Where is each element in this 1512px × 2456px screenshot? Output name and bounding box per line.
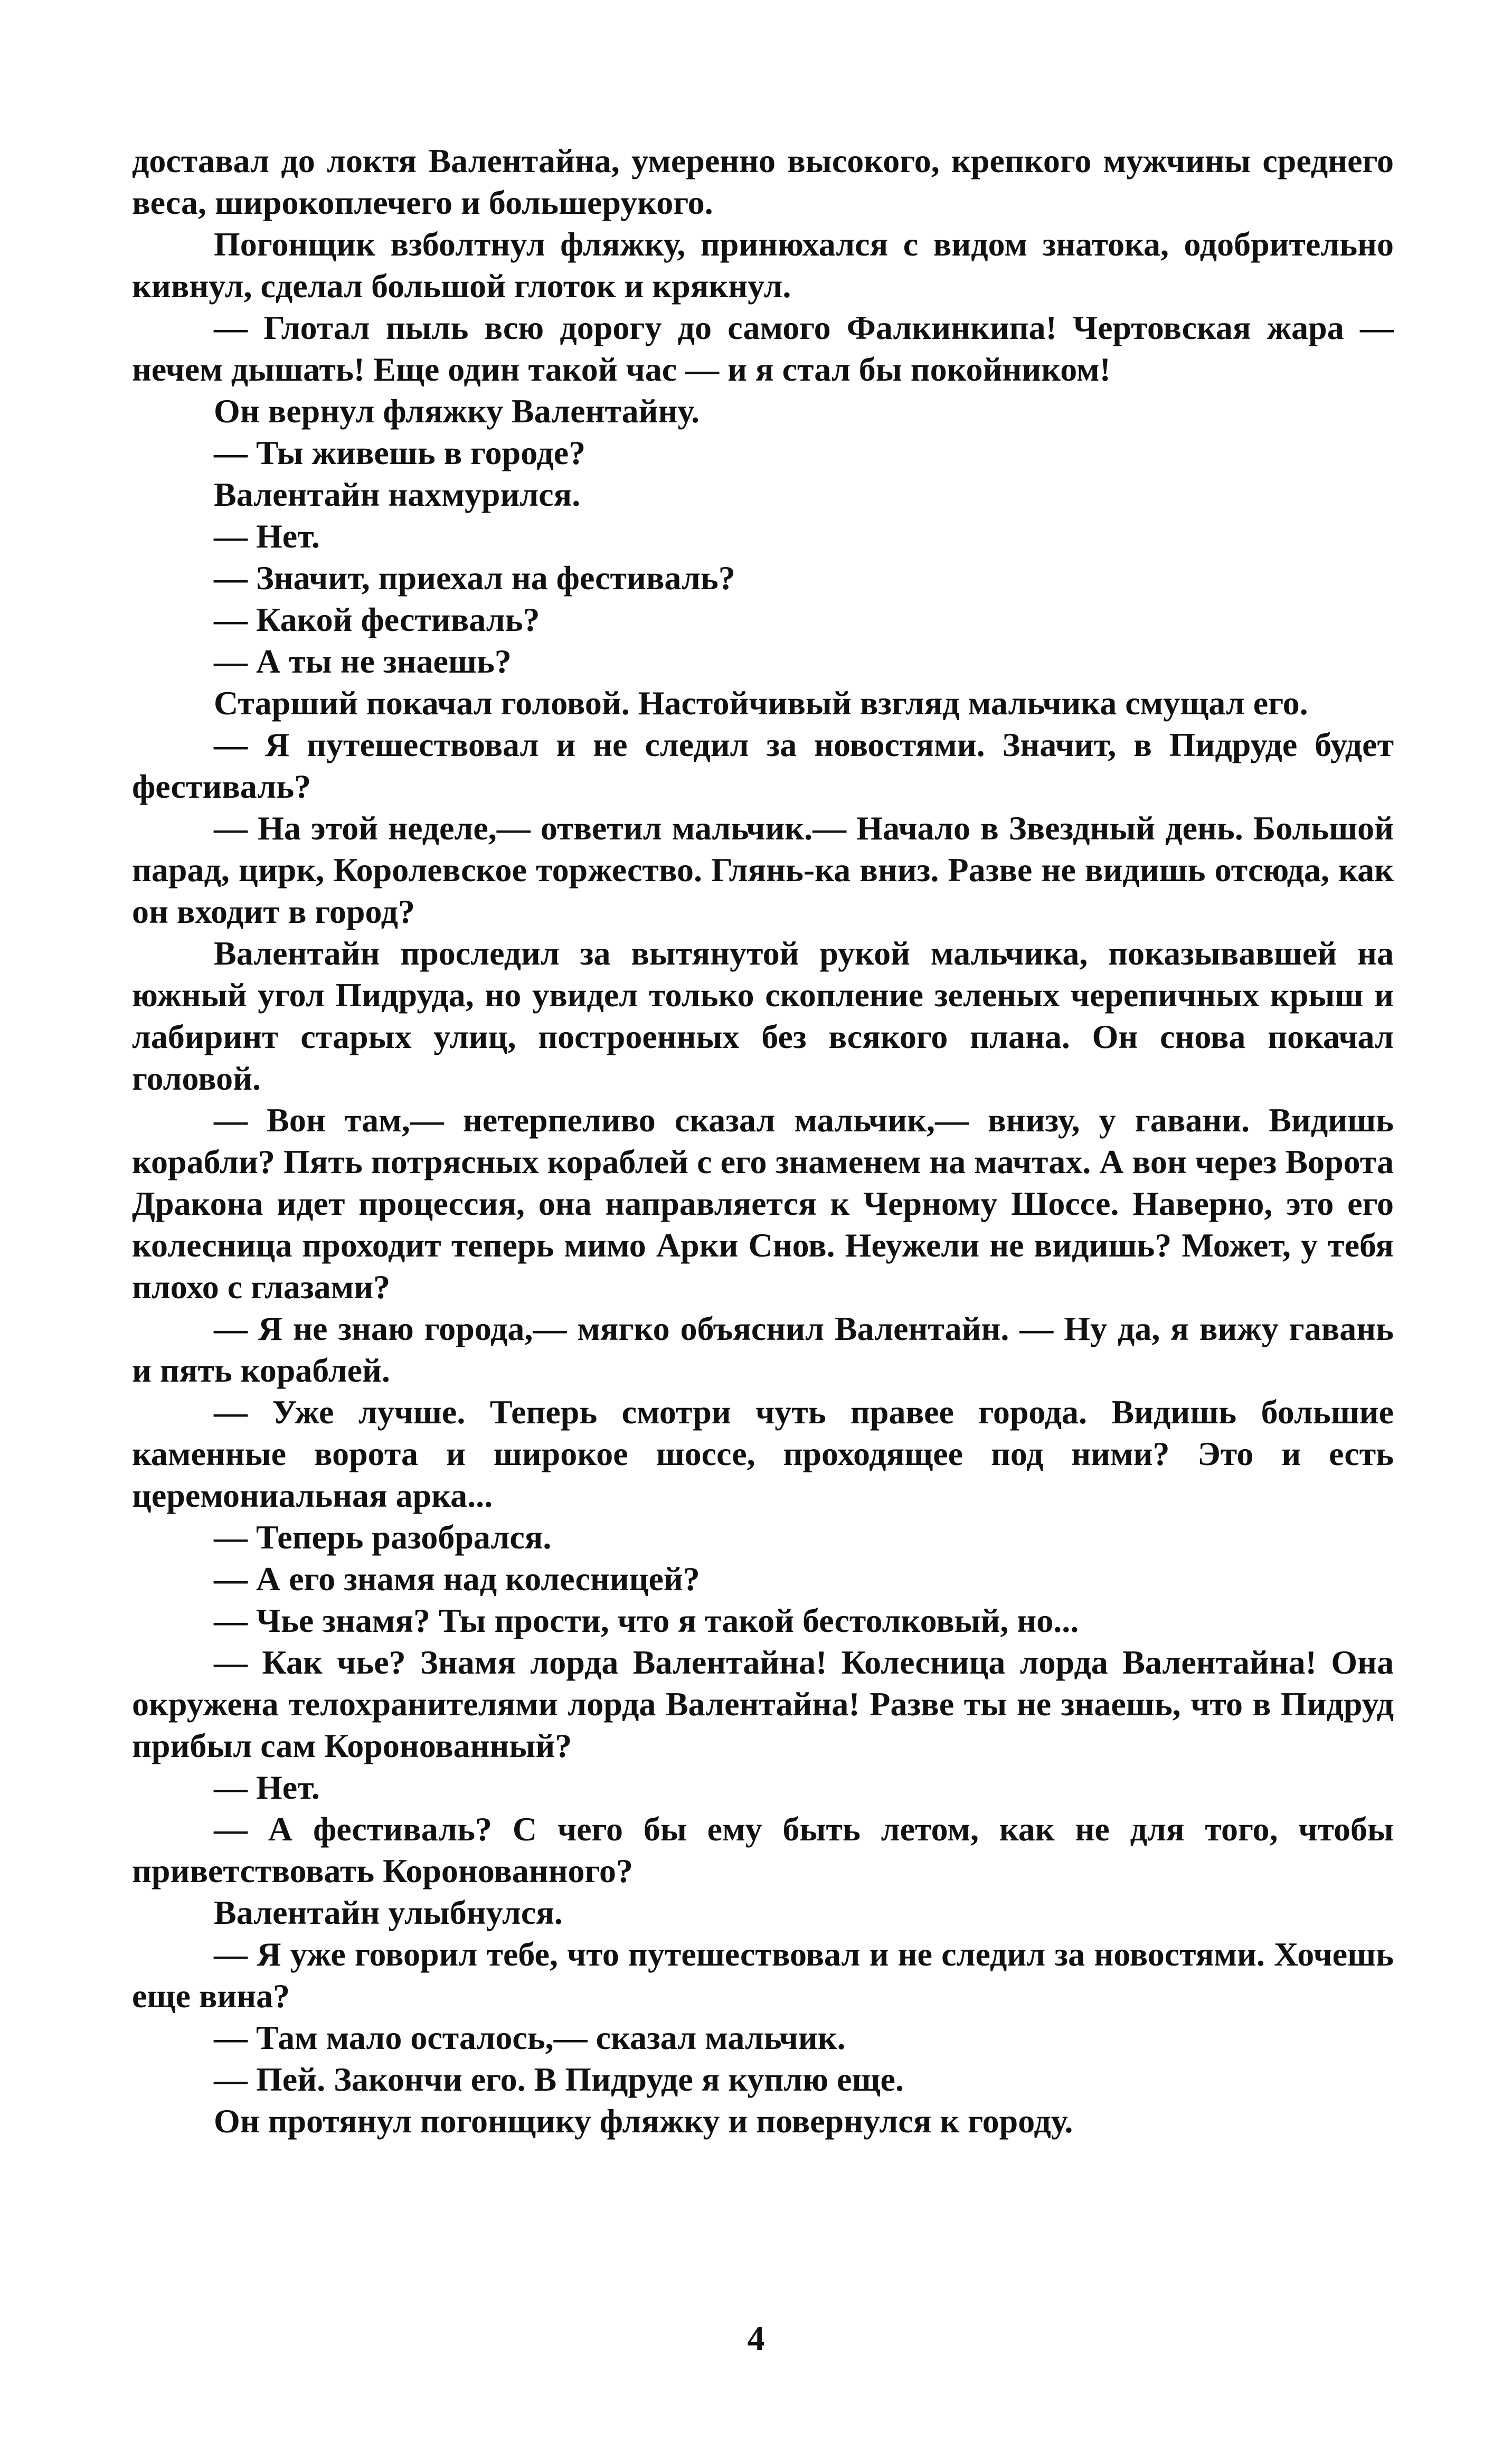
paragraph: — Значит, приехал на фестиваль?: [214, 559, 735, 597]
paragraph: Валентайн улыбнулся.: [214, 1894, 563, 1931]
paragraph: — Я уже говорил тебе, что путешествовал и не следил за новостями. Хочешь еще вина?: [132, 1935, 1394, 2015]
paragraph: — Нет.: [214, 1769, 320, 1806]
paragraph: — Уже лучше. Теперь смотри чуть правее города. Видишь большие каменные ворота и широкое шоссе, проходящее под ними? Это и есть церемониальная арка...: [132, 1393, 1394, 1514]
paragraph: — Ты живешь в городе?: [214, 434, 586, 471]
paragraph: — А ты не знаешь?: [214, 643, 512, 680]
paragraph: Он вернул фляжку Валентайну.: [214, 392, 700, 430]
paragraph: — Я не знаю города,— мягко объяснил Валентайн. — Ну да, я вижу гавань и пять кораблей.: [132, 1310, 1394, 1389]
paragraph: — Как чье? Знамя лорда Валентайна! Колесница лорда Валентайна! Она окружена телохранителями лорда Валентайна! Разве ты не знаешь, что в Пидруд прибыл сам Коронованный?: [132, 1643, 1394, 1764]
paragraph: — Теперь разобрался.: [214, 1518, 552, 1556]
page-body: [132, 140, 1394, 2142]
paragraph: — А фестиваль? С чего бы ему быть летом, как не для того, чтобы приветствовать Коронованного?: [132, 1810, 1394, 1890]
paragraph: Валентайн проследил за вытянутой рукой мальчика, показывавшей на южный угол Пидруда, но увидел только скопление зеленых черепичных крыш и лабиринт старых улиц, построенных без всякого плана. Он снова покачал головой.: [132, 934, 1394, 1097]
page-number: 4: [747, 2319, 765, 2358]
paragraph: — Я путешествовал и не следил за новостями. Значит, в Пидруде будет фестиваль?: [132, 726, 1394, 805]
paragraph: — Пей. Закончи его. В Пидруде я куплю еще.: [214, 2061, 904, 2098]
paragraph: Погонщик взболтнул фляжку, принюхался с видом знатока, одобрительно кивнул, сделал большой глоток и крякнул.: [132, 225, 1394, 305]
paragraph: — А его знамя над колесницей?: [214, 1560, 700, 1598]
paragraph: Он протянул погонщику фляжку и повернулся к городу.: [214, 2102, 1073, 2140]
paragraph: Старший покачал головой. Настойчивый взгляд мальчика смущал его.: [214, 684, 1308, 722]
paragraph: доставал до локтя Валентайна, умеренно высокого, крепкого мужчины среднего веса, широкоплечего и большерукого.: [132, 142, 1394, 221]
paragraph: — Вон там,— нетерпеливо сказал мальчик,— внизу, у гавани. Видишь корабли? Пять потрясных кораблей с его знаменем на мачтах. А вон через Ворота Дракона идет процессия, она направляется к Черному Шоссе. Наверно, это его колесница проходит теперь мимо Арки Снов. Неужели не видишь? Может, у тебя плохо с глазами?: [132, 1101, 1394, 1306]
paragraph: Валентайн нахмурился.: [214, 476, 581, 513]
paragraph: — На этой неделе,— ответил мальчик.— Начало в Звездный день. Большой парад, цирк, Королевское торжество. Глянь-ка вниз. Разве не видишь отсюда, как он входит в город?: [132, 809, 1394, 930]
paragraph: — Какой фестиваль?: [214, 601, 540, 638]
paragraph: — Чье знамя? Ты прости, что я такой бестолковый, но...: [214, 1602, 1079, 1639]
paragraph: — Нет.: [214, 517, 320, 555]
paragraph: — Глотал пыль всю дорогу до самого Фалкинкипа! Чертовская жара — нечем дышать! Еще один такой час — и я стал бы покойником!: [132, 309, 1394, 388]
paragraph: — Там мало осталось,— сказал мальчик.: [214, 2019, 846, 2056]
